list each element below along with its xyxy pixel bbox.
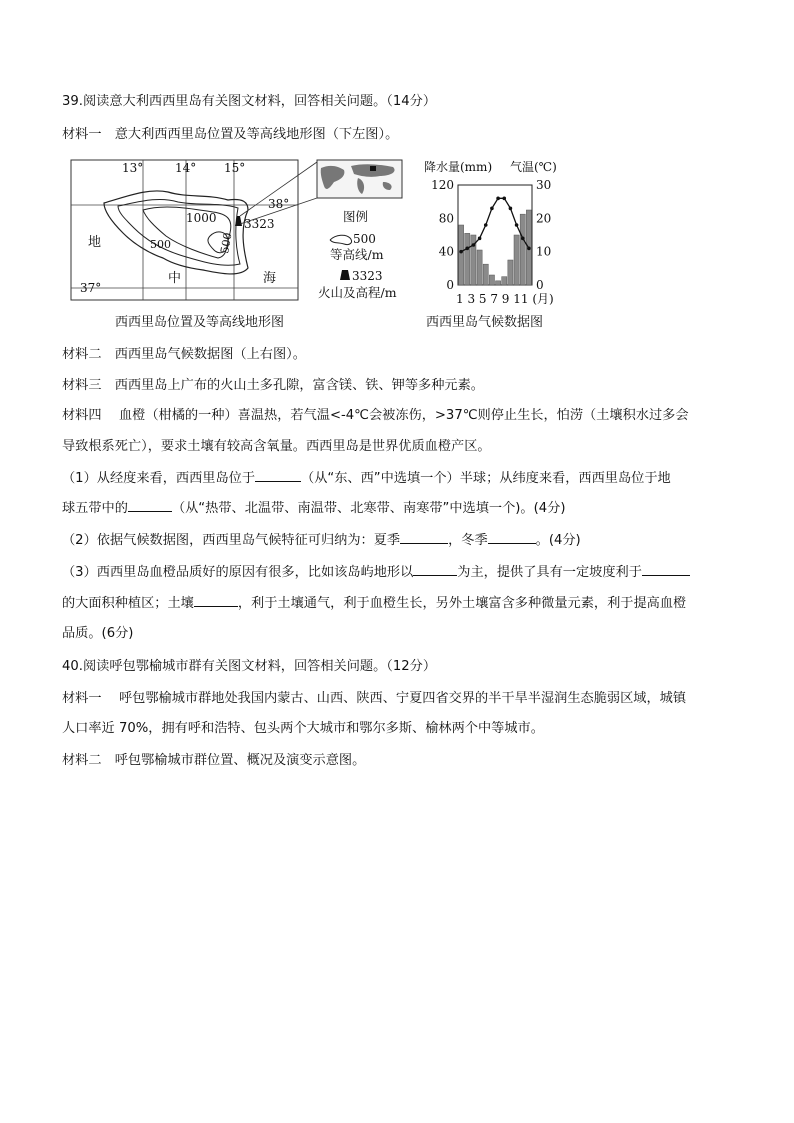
precip-bar xyxy=(508,260,513,285)
temperature-point xyxy=(502,197,506,201)
answer-blank[interactable] xyxy=(255,469,301,482)
q40-material-1-line2: 人口率近 70%，拥有呼和浩特、包头两个大城市和鄂尔多斯、榆林两个中等城市。 xyxy=(62,721,544,736)
lon-label: 13° xyxy=(122,161,144,175)
answer-blank[interactable] xyxy=(194,594,238,607)
answer-blank[interactable] xyxy=(488,531,536,544)
precip-bar xyxy=(465,233,470,285)
legend-title: 图例 xyxy=(343,209,369,224)
temperature-point xyxy=(521,237,525,241)
lat-label: 37° xyxy=(80,281,102,295)
q40-material-2: 材料二 呼包鄂榆城市群位置、概况及演变示意图。 xyxy=(62,753,366,768)
precip-bar xyxy=(483,264,488,285)
q39-part1-line1: （1）从经度来看，西西里岛位于 （从“东、西”中选填一个）半球；从纬度来看，西西里岛位于地 xyxy=(62,471,671,486)
temperature-point xyxy=(459,250,463,254)
contour-label: 500 xyxy=(218,231,235,255)
temperature-point xyxy=(496,197,500,201)
temperature-point xyxy=(490,207,494,211)
temperature-point xyxy=(472,243,476,247)
q39-material-1: 材料一 意大利西西里岛位置及等高线地形图（下左图）。 xyxy=(62,127,399,142)
chart-left-tick: 120 xyxy=(431,178,454,192)
chart-caption: 西西里岛气候数据图 xyxy=(426,315,544,330)
chart-left-tick: 0 xyxy=(446,278,454,292)
chart-right-axis-label: 气温(℃) xyxy=(510,160,557,174)
legend-contour-icon xyxy=(330,235,352,244)
sea-label: 中 xyxy=(168,271,182,286)
precip-bar xyxy=(489,275,494,285)
sea-label: 海 xyxy=(263,271,277,286)
temperature-point xyxy=(527,247,531,251)
precip-bar xyxy=(514,235,519,285)
map-caption: 西西里岛位置及等高线地形图 xyxy=(115,315,285,330)
contour-label: 1000 xyxy=(186,211,217,225)
chart-x-tick-labels: 1 3 5 7 9 11 (月) xyxy=(456,292,554,306)
q39-title: 39.阅读意大利西西里岛有关图文材料，回答相关问题。（14分） xyxy=(62,94,437,109)
chart-right-tick: 10 xyxy=(536,244,552,259)
chart-right-tick: 0 xyxy=(536,278,544,292)
temperature-point xyxy=(465,247,469,251)
q39-material-2: 材料二 西西里岛气候数据图（上右图）。 xyxy=(62,347,306,362)
temperature-point xyxy=(478,237,482,241)
chart-right-tick: 20 xyxy=(536,211,552,226)
sicily-map-figure xyxy=(68,158,413,303)
legend-volcano-text: 火山及高程/m xyxy=(318,285,397,300)
precip-bar xyxy=(502,277,507,285)
answer-blank[interactable] xyxy=(128,499,172,512)
lon-label: 15° xyxy=(224,161,246,175)
chart-left-axis-label: 降水量(mm) xyxy=(424,160,493,174)
legend-contour-text: 等高线/m xyxy=(330,247,384,262)
q39-part3-line1: （3）西西里岛血橙品质好的原因有很多，比如该岛屿地形以 为主，提供了具有一定坡度利于 xyxy=(62,563,690,582)
q39-material-4-line1: 材料四 血橙（柑橘的一种）喜温热，若气温<-4℃会被冻伤，>37℃则停止生长，怕涝（土壤积水过多会 xyxy=(62,408,689,423)
q39-material-3: 材料三 西西里岛上广布的火山土多孔隙，富含镁、铁、钾等多种元素。 xyxy=(62,378,484,393)
legend-volcano-icon xyxy=(340,270,350,280)
q39-part3-line2: 的大面积种植区；土壤 ，利于土壤通气，利于血橙生长，另外土壤富含多种微量元素，利于提高血橙 xyxy=(62,596,687,611)
volcano-marker-icon xyxy=(235,216,242,226)
temperature-point xyxy=(484,223,488,227)
temperature-point xyxy=(515,223,519,227)
chart-right-tick: 30 xyxy=(536,178,552,192)
volcano-elevation-label: 3323 xyxy=(244,217,275,231)
chart-left-tick: 40 xyxy=(438,244,454,259)
q40-material-1-line1: 材料一 呼包鄂榆城市群地处我国内蒙古、山西、陕西、宁夏四省交界的半干旱半湿润生态脆弱区域，城镇 xyxy=(62,691,687,706)
answer-blank[interactable] xyxy=(413,563,457,576)
answer-blank[interactable] xyxy=(642,563,690,576)
q39-part2: （2）依据气候数据图，西西里岛气候特征可归纳为：夏季 ，冬季 。(4分) xyxy=(62,533,581,548)
climate-chart xyxy=(422,157,572,307)
precip-bar xyxy=(520,214,525,285)
precip-bar xyxy=(496,281,501,285)
q39-material-4-line2: 导致根系死亡），要求土壤有较高含氧量。西西里岛是世界优质血橙产区。 xyxy=(62,439,491,454)
q39-part3-line3: 品质。(6分) xyxy=(62,626,134,641)
precip-bar xyxy=(477,250,482,285)
q40-title: 40.阅读呼包鄂榆城市群有关图文材料，回答相关问题。（12分） xyxy=(62,659,437,674)
temperature-point xyxy=(509,207,513,211)
precip-bar xyxy=(459,225,464,285)
chart-left-tick: 80 xyxy=(438,211,454,226)
lat-label: 38° xyxy=(268,197,290,211)
legend-volcano-value: 3323 xyxy=(352,269,383,283)
q39-part1-line2: 球五带中的 （从“热带、北温带、南温带、北寒带、南寒带”中选填一个)。(4分) xyxy=(62,501,566,516)
answer-blank[interactable] xyxy=(400,531,448,544)
legend-contour-value: 500 xyxy=(353,232,376,246)
contour-label: 500 xyxy=(150,238,171,251)
sea-label: 地 xyxy=(88,235,102,250)
lon-label: 14° xyxy=(175,161,197,175)
